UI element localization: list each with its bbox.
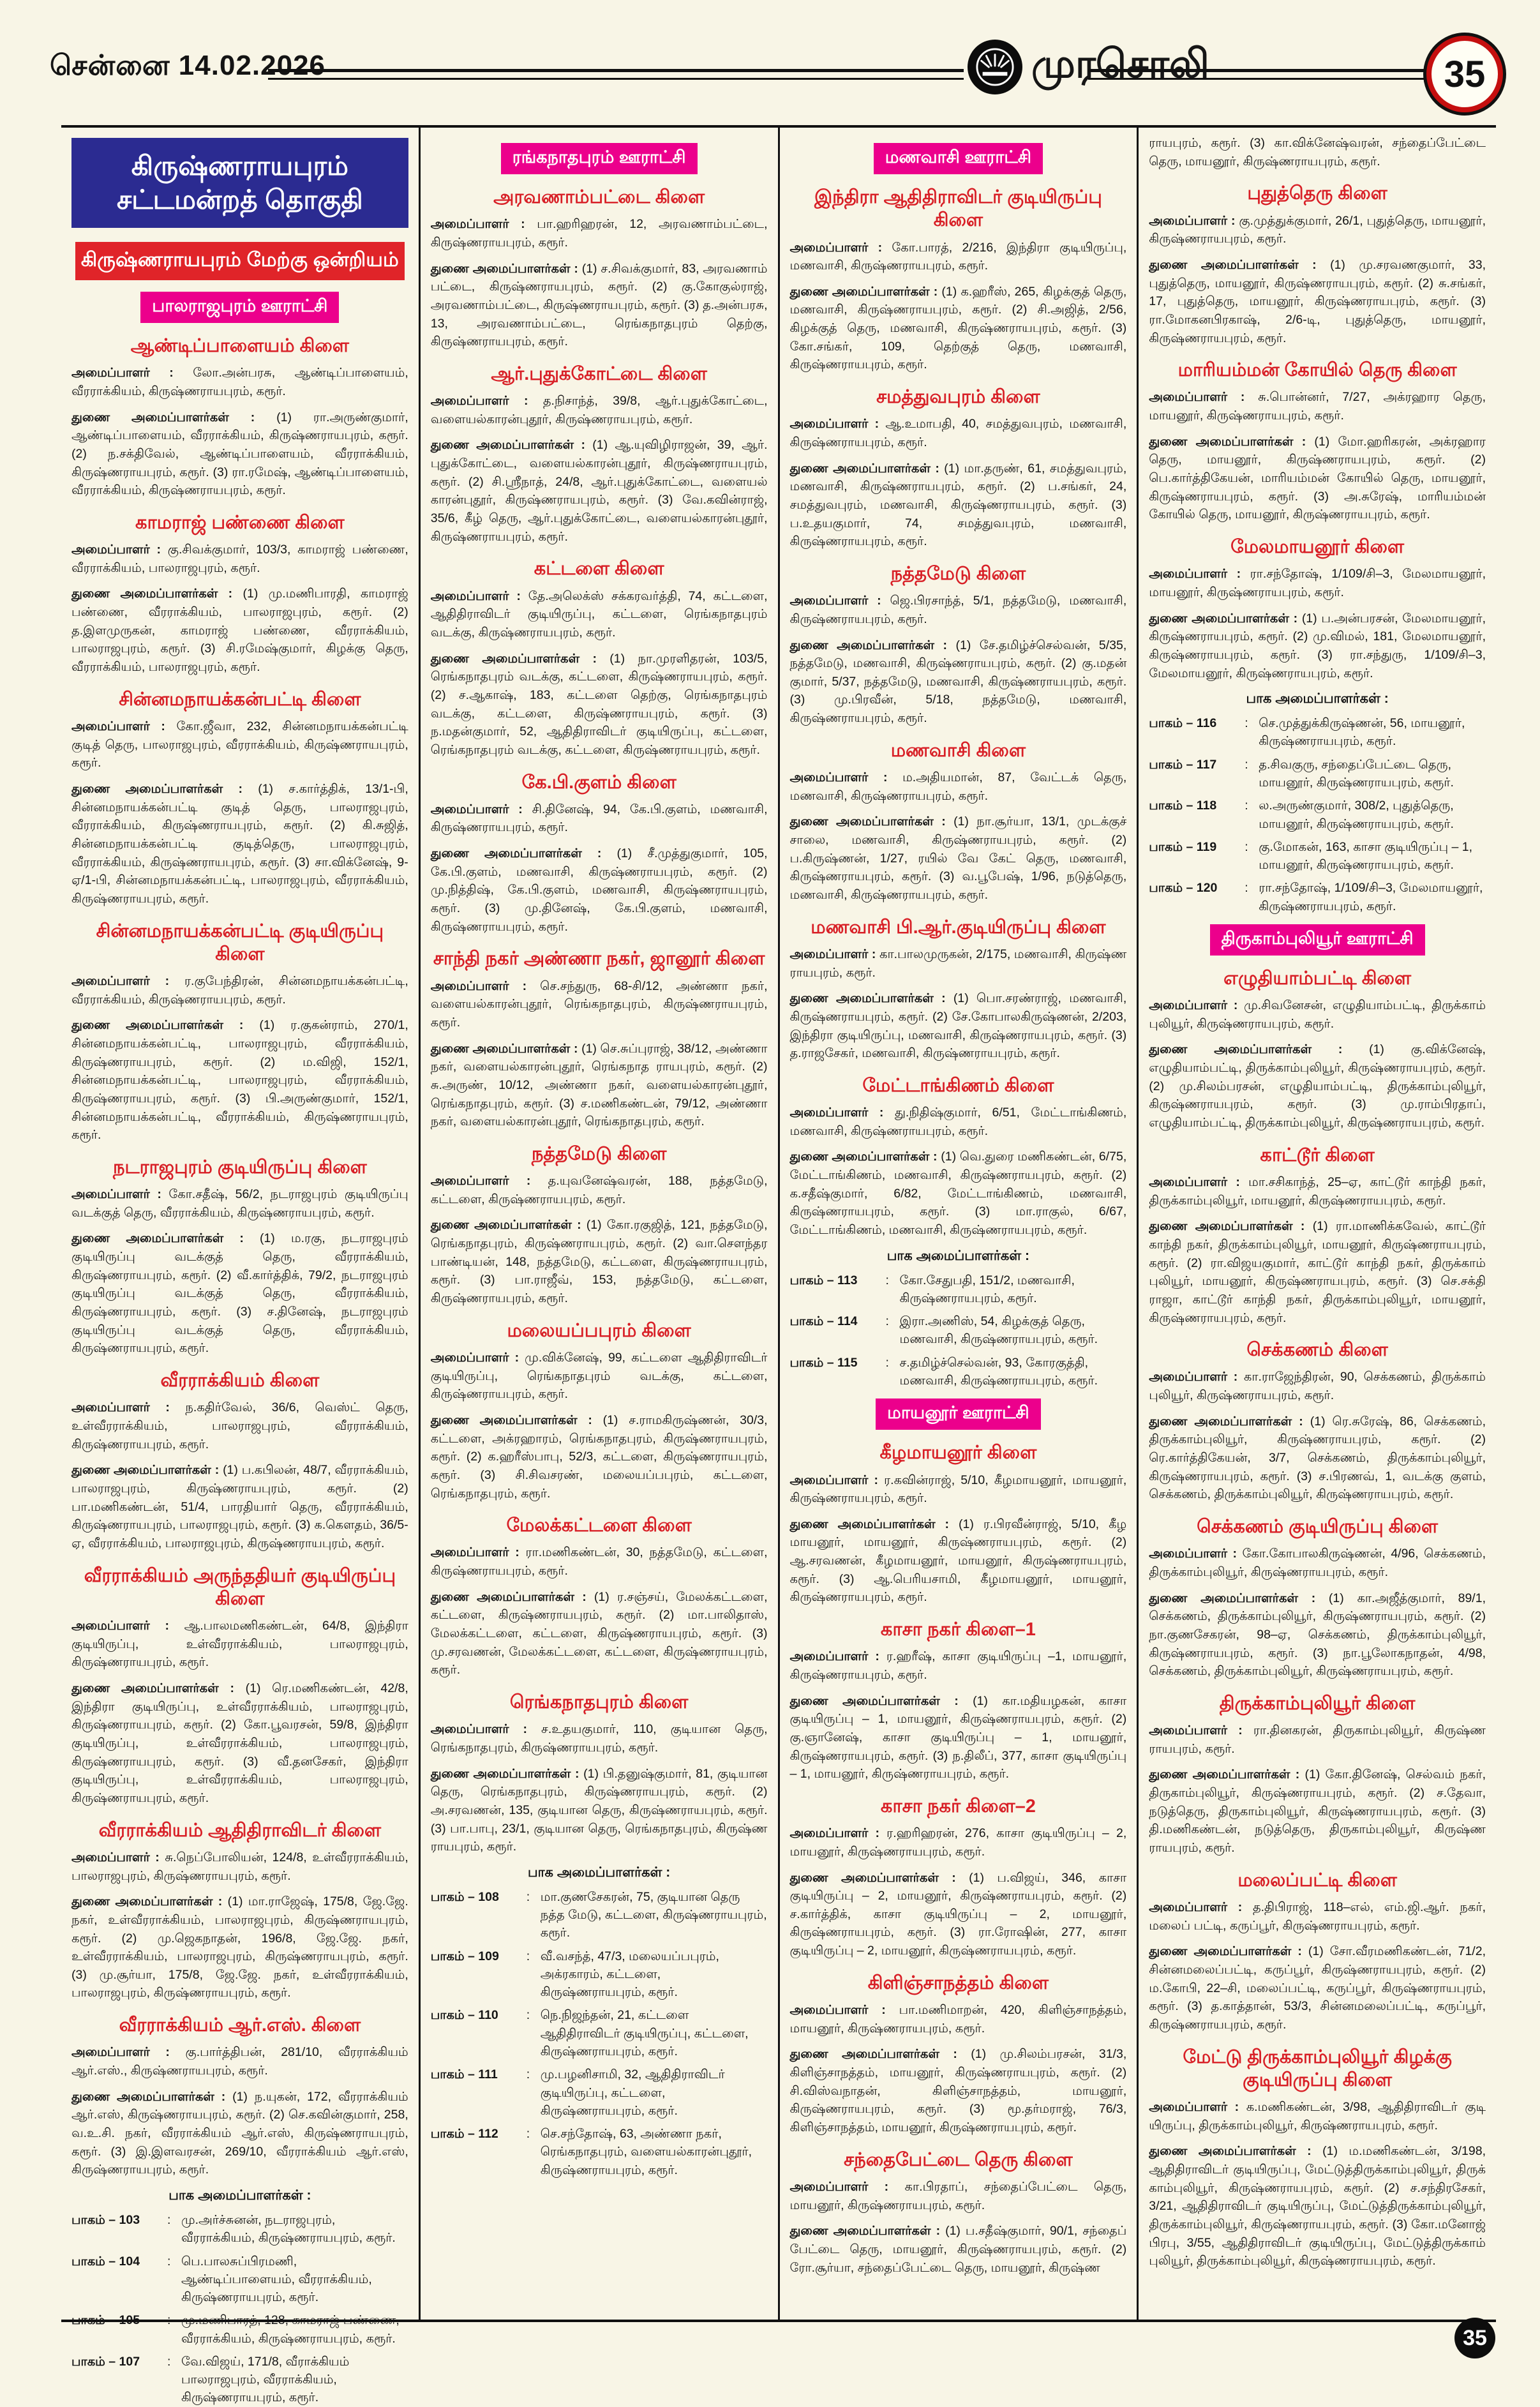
constituency-title: கிருஷ்ணராயபுரம் சட்டமன்றத் தொகுதி [71, 138, 408, 228]
organizer-label: அமைப்பாளர் : [71, 1187, 169, 1202]
deputy-para: துணை அமைப்பாளர்கள் : (1) ரெ.மணிகண்டன், 42/8, இந்திரா குடியிருப்பு, உள்வீரராக்கியம், பாலராஜபுரம், கிருஷ்ணராயபுரம், கரூர். (2) கோ.பூவரசன், 59/8, இந்திரா குடியிருப்பு, உள்வீரராக்கியம், பாலராஜபுரம், கிருஷ்ணராயபுரம், கரூர். (3) வீ.தனசேகர், இந்திரா குடியிருப்பு, உள்வீரராக்கியம், பாலராஜபுரம், கிருஷ்ணராயபுரம், கரூர். [71, 1681, 408, 1805]
branch-heading: வீரராக்கியம் கிளை [160, 1370, 320, 1391]
branch-heading: சாந்தி நகர் அண்ணா நகர், ஜானூர் கிளை [433, 949, 765, 970]
organizer-label: அமைப்பாளர் : [789, 770, 903, 785]
organizer-para: அமைப்பாளர் : கா.பாலமுருகன், 2/175, மணவாசி, கிருஷ்ண ராயபுரம், கரூர். [789, 947, 1127, 980]
part-number: பாகம் – 105 [71, 2313, 140, 2328]
deputy-label: துணை அமைப்பாளர்கள் : [1149, 1767, 1305, 1782]
part-row [1149, 756, 1486, 792]
branch-heading: மலையப்பபுரம் கிளை [507, 1320, 691, 1341]
parts-header: பாக அமைப்பாளர்கள் : [168, 2187, 311, 2203]
organizer-label: அமைப்பாளர் : [71, 543, 168, 557]
organizer-para: அமைப்பாளர் : க.மணிகண்டன், 3/98, ஆதிதிராவிடர் குடி யிருப்பு, திருக்காம்புலியூர், கிருஷ்ணராயபுரம், கரூர். [1149, 2100, 1486, 2133]
organizer-label: அமைப்பாளர் : [789, 594, 890, 608]
branch-heading: திருக்காம்புலியூர் கிளை [1219, 1693, 1416, 1714]
deputy-label: துணை அமைப்பாளர்கள் : [71, 410, 277, 424]
deputy-label: துணை அமைப்பாளர்கள் : [789, 814, 954, 829]
branch-heading: செக்கணம் குடியிருப்பு கிளை [1197, 1517, 1439, 1538]
part-number: பாகம் – 110 [430, 2008, 498, 2023]
deputy-para: துணை அமைப்பாளர்கள் : (1) ஆ.யுவிழிராஜன், 39, ஆர். புதுக்கோட்டை, வளையல்காரன்புதூர், கிருஷ்ணராயபுரம், கரூர். (2) சி.ஸ்ரீநாத், 24/8, ஆர்.புதுக்கோட்டை, வளையல் காரன்புதூர், கிருஷ்ணராயபுரம், கரூர். (3) வே.கவின்ராஜ், 35/6, கீழ் தெரு, ஆர்.புதுக்கோட்டை, வளையல்காரன்புதூர், கிருஷ்ணராயபுரம், கரூர். [430, 438, 768, 544]
constituency-listing-sheet [61, 125, 1496, 2405]
organizer-para: அமைப்பாளர் : ம.அதியமான், 87, வேட்டக் தெரு, மணவாசி, கிருஷ்ணராயபுரம், கரூர். [789, 770, 1127, 803]
deputy-label: துணை அமைப்பாளர்கள் : [1149, 1414, 1310, 1428]
part-colon: : [167, 2354, 171, 2369]
organizer-para: அமைப்பாளர் : கோ.பாரத், 2/216, இந்திரா குடியிருப்பு, மணவாசி, கிருஷ்ணராயபுரம், கரூர். [789, 240, 1127, 273]
panchayat-chip-row [1149, 924, 1486, 956]
part-number: பாகம் – 117 [1149, 757, 1217, 772]
deputy-para: துணை அமைப்பாளர்கள் : (1) நா.முரளிதரன், 103/5, ரெங்கநாதபுரம் வடக்கு, கட்டளை, கிருஷ்ணராயபுரம், கரூர். (2) ச.ஆகாஷ், 183, கட்டளை தெற்கு, ரெங்கநாதபுரம் வடக்கு, கட்டளை, கிருஷ்ணராயபுரம், கரூர். (3) ந.மதன்குமார், 52, ஆதிதிராவிடர் குடியிருப்பு, கட்டளை, ரெங்கநாதபுரம் வடக்கு, கட்டளை, கிருஷ்ணராயபுரம், கரூர். [430, 651, 768, 757]
organizer-label: அமைப்பாளர் : [430, 1350, 525, 1365]
branch-heading: கிளிஞ்சாநத்தம் கிளை [867, 1972, 1049, 1993]
organizer-para: அமைப்பாளர் : ந.கதிர்வேல், 36/6, வெஸ்ட் தெரு, உள்வீரராக்கியம், பாலராஜபுரம், வீரராக்கியம், கிருஷ்ணராயபுரம், கரூர். [71, 1400, 408, 1451]
organizer-label: அமைப்பாளர் : [430, 394, 543, 409]
organizer-para: அமைப்பாளர் : கோ.சதீஷ், 56/2, நடராஜபுரம் குடியிருப்பு வடக்குத் தெரு, வீரராக்கியம், கிருஷ்ணராயபுரம், கரூர். [71, 1187, 408, 1220]
branch-heading: சின்னமநாயக்கன்பட்டி குடியிருப்பு கிளை [96, 920, 384, 964]
part-colon: : [1245, 881, 1248, 896]
branch-heading: மேலக்கட்டளை கிளை [506, 1515, 692, 1536]
deputy-label: துணை அமைப்பாளர்கள் : [71, 2089, 233, 2104]
organizer-para: அமைப்பாளர் : கா.பிரதாப், சந்தைப்பேட்டை தெரு, மாயனூர், கிருஷ்ணராயபுரம், கரூர். [789, 2179, 1127, 2212]
deputy-para: துணை அமைப்பாளர்கள் : (1) நா.சூர்யா, 13/1, முடக்குச் சாலை, மணவாசி, கிருஷ்ணராயபுரம், கரூர். (2) ப.கிருஷ்ணன், 1/27, ரயில் வே கேட் தெரு, மணவாசி, கிருஷ்ணராயபுரம், கரூர். (3) வ.பூபேஷ், 1/96, நடுத்தெரு, மணவாசி, கிருஷ்ணராயபுரம், கரூர். [789, 814, 1127, 902]
deputy-label: துணை அமைப்பாளர்கள் : [430, 846, 617, 861]
part-row [431, 2066, 768, 2120]
deputy-para: துணை அமைப்பாளர்கள் : (1) ர.சஞ்சய், மேலக்கட்டளை, கட்டளை, கிருஷ்ணராயபுரம், கரூர். (2) மா.பாலிதாஸ், மேலக்கட்டளை, கட்டளை, கிருஷ்ணராயபுரம், கரூர். (3) மு.சரவணன், மேலக்கட்டளை, கட்டளை, கிருஷ்ணராயபுரம், கரூர். [430, 1589, 768, 1677]
column-3 [778, 128, 1137, 2320]
organizer-label: அமைப்பாளர் : [71, 719, 177, 733]
organizer-label: அமைப்பாளர் : [1149, 390, 1259, 405]
organizer-para: அமைப்பாளர் : சு.பொன்னர், 7/27, அக்ரஹார தெரு, மாயனூர், கிருஷ்ணராயபுரம், கரூர். [1149, 390, 1486, 423]
deputy-label: துணை அமைப்பாளர்கள் : [71, 1681, 246, 1696]
deputy-label: துணை அமைப்பாளர்கள் : [1149, 1591, 1329, 1605]
part-text: கோ.சேதுபதி, 151/2, மணவாசி, கிருஷ்ணராயபுரம், கரூர். [899, 1273, 1075, 1305]
deputy-label: துணை அமைப்பாளர்கள் : [1149, 2144, 1323, 2159]
deputy-label: துணை அமைப்பாளர்கள் : [789, 991, 953, 1006]
deputy-para: துணை அமைப்பாளர்கள் : (1) ரா.அருண்குமார், ஆண்டிப்பாளையம், வீரராக்கியம், கிருஷ்ணராயபுரம், கரூர். (2) ந.சக்திவேல், ஆண்டிப்பாளையம், வீரராக்கியம், கிருஷ்ணராயபுரம், கரூர். (3) ரா.ரமேஷ், ஆண்டிப்பாளையம், வீரராக்கியம், கிருஷ்ணராயபுரம், கரூர். [71, 410, 408, 498]
page-number-badge: 35 [1426, 36, 1503, 112]
organizer-label: அமைப்பாளர் : [789, 1106, 895, 1120]
deputy-label: துணை அமைப்பாளர்கள் : [71, 587, 243, 601]
deputy-para: துணை அமைப்பாளர்கள் : (1) க.ஹரீஸ், 265, கிழக்குத் தெரு, மணவாசி, கிருஷ்ணராயபுரம், கரூர். (2) சி.அஜித், 2/56, கிழக்குத் தெரு, மணவாசி, கிருஷ்ணராயபுரம், கரூர். (3) கோ.சங்கர், 109, தெற்குத் தெரு, மணவாசி, கிருஷ்ணராயபுரம், கரூர். [789, 284, 1127, 372]
part-row [790, 1354, 1127, 1390]
deputy-para: துணை அமைப்பாளர்கள் : (1) மு.சரவணகுமார், 33, புதுத்தெரு, மாயனூர், கிருஷ்ணராயபுரம், கரூர். (2) சு.சங்கர், 17, புதுத்தெரு, மாயனூர், கிருஷ்ணராயபுரம், கரூர். (3) ரா.மோகனபிரகாஷ், 2/6-டி, புதுத்தெரு, மாயனூர், கிருஷ்ணராயபுரம், கரூர். [1149, 257, 1486, 345]
organizer-label: அமைப்பாளர் : [1149, 1174, 1249, 1189]
part-number: பாகம் – 107 [71, 2354, 140, 2369]
deputy-para: துணை அமைப்பாளர்கள் : (1) ந.யுகன், 172, வீரராக்கியம் ஆர்.எஸ், கிருஷ்ணராயபுரம், கரூர். (2) செ.கவின்குமார், 258, வ.உ.சி. நகர், வீரராக்கியம் ஆர்.எஸ், கிருஷ்ணராயபுரம், கரூர். (3) இ.இளவரசன், 269/10, வீரராக்கியம் ஆர்.எஸ், கிருஷ்ணராயபுரம், கரூர். [71, 2089, 408, 2177]
part-text: மு.அர்ச்சுனன், நடராஜபுரம், வீரராக்கியம், கிருஷ்ணராயபுரம், கரூர். [181, 2212, 396, 2246]
part-number: பாகம் – 113 [789, 1273, 858, 1287]
organizer-para: அமைப்பாளர் : மு.விக்னேஷ், 99, கட்டளை ஆதிதிராவிடர் குடியிருப்பு, ரெங்கநாதபுரம் வடக்கு, கட்டளை, கிருஷ்ணராயபுரம், கரூர். [430, 1350, 768, 1402]
deputy-para: துணை அமைப்பாளர்கள் : (1) மு.சிலம்பரசன், 31/3, கிளிஞ்சாநத்தம், மாயனூர், கிருஷ்ணராயபுரம், கரூர். (2) சி.விஸ்வநாதன், கிளிஞ்சாநத்தம், மாயனூர், கிருஷ்ணராயபுரம், கரூர். (3) மூ.தர்மராஜ், 76/3, கிளிஞ்சாநத்தம், மாயனூர், கிருஷ்ணராயபுரம், கரூர். [789, 2047, 1127, 2134]
organizer-label: அமைப்பாளர் : [1149, 998, 1245, 1013]
panchayat-chip-row [790, 1398, 1127, 1430]
panchayat-chip: திருகாம்புலியூர் ஊராட்சி [1210, 924, 1425, 956]
organizer-label: அமைப்பாளர் : [789, 1473, 885, 1487]
organizer-para: அமைப்பாளர் : சி.தினேஷ், 94, கே.பி.குளம், மணவாசி, கிருஷ்ணராயபுரம், கரூர். [430, 802, 768, 835]
part-colon: : [167, 2212, 171, 2227]
part-row [431, 2006, 768, 2060]
part-colon: : [885, 1355, 889, 1370]
organizer-para: அமைப்பாளர் : தே.அலெக்ஸ் சக்கரவர்த்தி, 74, கட்டளை, ஆதிதிராவிடர் குடியிருப்பு, கட்டளை, ரெங்கநாதபுரம் வடக்கு, கிருஷ்ணராயபுரம், கரூர். [430, 589, 768, 640]
part-row [71, 2311, 408, 2348]
part-number: பாகம் – 115 [789, 1355, 858, 1370]
branch-heading: நடராஜபுரம் குடியிருப்பு கிளை [112, 1157, 367, 1178]
deputy-label: துணை அமைப்பாளர்கள் : [789, 284, 942, 299]
panchayat-chip-row [790, 143, 1127, 174]
branch-heading: காட்டூர் கிளை [1260, 1144, 1375, 1166]
part-text: நெ.நிஜந்தன், 21, கட்டளை ஆதிதிராவிடர் குடியிருப்பு, கட்டளை, கிருஷ்ணராயபுரம், கரூர். [540, 2008, 749, 2058]
organizer-para: அமைப்பாளர் : த.திபிராஜ், 118–எல், எம்.ஜி.ஆர். நகர், மலைப் பட்டி, கருப்பூர், கிருஷ்ணராயபுரம், கரூர். [1149, 1900, 1486, 1933]
deputy-label: துணை அமைப்பாளர்கள் : [71, 1018, 260, 1033]
branch-heading: மலைப்பட்டி கிளை [1237, 1870, 1397, 1891]
part-number: பாகம் – 109 [430, 1949, 499, 1963]
branch-heading: சந்தைபேட்டை தெரு கிளை [844, 2149, 1073, 2170]
deputy-para: துணை அமைப்பாளர்கள் : (1) ப.விஜய், 346, காசா குடியிருப்பு – 2, மாயனூர், கிருஷ்ணராயபுரம், கரூர். (2) ச.கார்த்திக், காசா குடியிருப்பு – 2, மாயனூர், கிருஷ்ணராயபுரம், கரூர். (3) ரா.ரோஷின், 277, காசா குடியிருப்பு – 2, மாயனூர், கிருஷ்ணராயபுரம், கரூர். [789, 1870, 1127, 1958]
deputy-para: துணை அமைப்பாளர்கள் : (1) ச.சிவக்குமார், 83, அரவணாம் பட்டை, கிருஷ்ணராயபுரம், கரூர். (2) கு.கோகுல்ராஜ், அரவணாம்பட்டை, கிருஷ்ணராயபுரம், கரூர். (3) த.அன்பரசு, 13, அரவணாம்பட்டை, ரெங்கநாதபுரம் தெற்கு, கிருஷ்ணராயபுரம், கரூர். [430, 261, 768, 349]
branch-heading: சின்னமநாயக்கன்பட்டி கிளை [119, 689, 361, 710]
masthead [0, 0, 1540, 128]
part-row [71, 2253, 408, 2307]
organizer-label: அமைப்பாளர் : [789, 2179, 905, 2194]
deputy-para: துணை அமைப்பாளர்கள் : (1) மு.மணிபாரதி, காமராஜ் பண்ணை, வீரராக்கியம், பாலராஜபுரம், கரூர். (2) த.இளமுருகன், காமராஜ் பண்ணை, வீரராக்கியம், பாலராஜபுரம், கரூர். (3) சி.ரமேஷ்குமார், கிழக்கு தெரு, வீரராக்கியம், பாலராஜபுரம், கரூர். [71, 587, 408, 675]
part-text: பெ.பாலசுப்பிரமணி, ஆண்டிப்பாளையம், வீரராக்கியம், கிருஷ்ணராயபுரம், கரூர். [181, 2254, 372, 2305]
organizer-label: அமைப்பாளர் : [789, 417, 886, 431]
organizer-label: அமைப்பாளர் : [789, 1826, 887, 1841]
branch-heading: மணவாசி கிளை [890, 740, 1026, 761]
part-colon: : [167, 2254, 171, 2268]
branch-heading: அரவணாம்பட்டை கிளை [493, 187, 705, 207]
organizer-para: அமைப்பாளர் : கு.முத்துக்குமார், 26/1, புதுத்தெரு, மாயனூர், கிருஷ்ணராயபுரம், கரூர். [1149, 213, 1486, 246]
organizer-para: அமைப்பாளர் : கு.சிவக்குமார், 103/3, காமராஜ் பண்ணை, வீரராக்கியம், பாலராஜபுரம், கரூர். [71, 543, 408, 575]
deputy-label: துணை அமைப்பாளர்கள் : [430, 651, 610, 666]
part-text: மா.குணசேகரன், 75, குடியான தெரு நத்த மேடு, கட்டளை, கிருஷ்ணராயபுரம், கரூர். [540, 1889, 767, 1940]
part-row [1149, 714, 1486, 751]
deputy-label: துணை அமைப்பாளர்கள் : [1149, 257, 1331, 272]
organizer-label: அமைப்பாளர் : [1149, 213, 1239, 228]
organizer-label: அமைப்பாளர் : [1149, 1723, 1253, 1738]
panchayat-chip: மாயனூர் ஊராட்சி [876, 1398, 1040, 1430]
deputy-para: துணை அமைப்பாளர்கள் : (1) ப.சதீஷ்குமார், 90/1, சந்தைப் பேட்டை தெரு, மாயனூர், கிருஷ்ணராயபுரம், கரூர். (2) ரோ.சூர்யா, சந்தைப்பேட்டை தெரு, மாயனூர், கிருஷ்ண [789, 2224, 1127, 2275]
deputy-label: துணை அமைப்பாளர்கள் : [1149, 611, 1302, 626]
part-number: பாகம் – 111 [430, 2067, 498, 2082]
panchayat-chip-row [71, 292, 408, 323]
part-colon: : [885, 1273, 889, 1287]
parts-header: பாக அமைப்பாளர்கள் : [527, 1864, 671, 1880]
organizer-para: அமைப்பாளர் : ர.ஹரீஷ், காசா குடியிருப்பு –1, மாயனூர், கிருஷ்ணராயபுரம், கரூர். [789, 1649, 1127, 1682]
deputy-para: துணை அமைப்பாளர்கள் : (1) ரா.மாணிக்கவேல், காட்டூர் காந்தி நகர், திருக்காம்புலியூர், மாயனூர், கிருஷ்ணராயபுரம், கரூர். (2) ரா.விஜயகுமார், காட்டூர் காந்தி நகர், திருக்காம் புலியூர், மாயனூர், கிருஷ்ணராயபுரம், கரூர். (3) செ.சக்தி ராஜா, காட்டூர் காந்தி நகர், திருக்காம்புலியூர், மாயனூர், கிருஷ்ணராயபுரம், கரூர். [1149, 1219, 1486, 1325]
organizer-para: அமைப்பாளர் : பா.ஹரிஹரன், 12, அரவணாம்பட்டை, கிருஷ்ணராயபுரம், கரூர். [430, 217, 768, 250]
part-number: பாகம் – 112 [430, 2127, 498, 2141]
organizer-para: அமைப்பாளர் : ஆ.உமாபதி, 40, சமத்துவபுரம், மணவாசி, கிருஷ்ணராயபுரம், கரூர். [789, 417, 1127, 449]
organizer-label: அமைப்பாளர் : [71, 366, 193, 380]
deputy-para: துணை அமைப்பாளர்கள் : (1) கு.விக்னேஷ், எழுதியாம்பட்டி, திருக்காம்புலியூர், கிருஷ்ணராயபுரம், கரூர். (2) மு.சிலம்பரசன், எழுதியாம்பட்டி, திருக்காம்புலியூர், கிருஷ்ணராயபுரம், கரூர். (3) மு.ராம்பிரதாப், எழுதியாம்பட்டி, திருக்காம்புலியூர், கிருஷ்ணராயபுரம், கரூர். [1149, 1042, 1486, 1130]
part-colon: : [1245, 799, 1248, 813]
part-text: கு.மோகன், 163, காசா குடியிருப்பு – 1, மாயனூர், கிருஷ்ணராயபுரம், கரூர். [1259, 839, 1473, 873]
organizer-label: அமைப்பாளர் : [430, 802, 532, 816]
part-number: பாகம் – 104 [71, 2254, 140, 2268]
column-4 [1137, 128, 1496, 2320]
deputy-para: துணை அமைப்பாளர்கள் : (1) பொ.சரண்ராஜ், மணவாசி, கிருஷ்ணராயபுரம், கரூர். (2) சே.கோபாலகிருஷ்ணன், 2/203, இந்திரா குடியிருப்பு, மணவாசி, கிருஷ்ணராயபுரம், கரூர். (3) த.ராஜசேகர், மணவாசி, கிருஷ்ணராயபுரம், கரூர். [789, 991, 1127, 1061]
deputy-para: துணை அமைப்பாளர்கள் : (1) ம.மணிகண்டன், 3/198, ஆதிதிராவிடர் குடியிருப்பு, மேட்டுத்திருக்காம்புலியூர், திருக் காம்புலியூர், கிருஷ்ணராயபுரம், கரூர். (2) ச.சந்திரசேகர், 3/21, ஆதிதிராவிடர் குடியிருப்பு, மேட்டுத்திருக்காம்புலியூர், திருக்காம்புலியூர், கிருஷ்ணராயபுரம், கரூர். (3) கோ.மனோஜ் பிரபு, 3/55, ஆதிதிராவிடர் குடியிருப்பு, மேட்டுத்திருக்காம் புலியூர், திருக்காம்புலியூர், கிருஷ்ணராயபுரம், கரூர். [1149, 2144, 1486, 2268]
branch-heading: காமராஜ் பண்ணை கிளை [135, 512, 345, 533]
organizer-label: அமைப்பாளர் : [430, 979, 541, 993]
murasoli-rising-sun-logo-icon [968, 40, 1022, 94]
deputy-para: துணை அமைப்பாளர்கள் : (1) மோ.ஹரிகரன், அக்ரஹார தெரு, மாயனூர், கிருஷ்ணராயபுரம், கரூர். (2) பெ.கார்த்திகேயன், மாரியம்மன் கோயில் தெரு, மாயனூர், கிருஷ்ணராயபுரம், கரூர். (3) அ.சுரேஷ், மாரியம்மன் கோயில் தெரு, மாயனூர், கிருஷ்ணராயபுரம், கரூர். [1149, 434, 1486, 522]
paper-name: முரசொலி [1031, 42, 1209, 86]
part-text: மு.மணிபாரத், 128, காமராஜ் பண்ணை, வீரராக்கியம், கிருஷ்ணராயபுரம், கரூர். [181, 2313, 400, 2346]
part-colon: : [885, 1314, 889, 1329]
branch-heading: காசா நகர் கிளை–1 [880, 1619, 1036, 1640]
deputy-para: துணை அமைப்பாளர்கள் : (1) மா.தருண், 61, சமத்துவபுரம், மணவாசி, கிருஷ்ணராயபுரம், கரூர். (2) ப.சங்கர், 24, சமத்துவபுரம், மணவாசி, கிருஷ்ணராயபுரம், கரூர். (3) ப.உதயகுமார், 74, சமத்துவபுரம், மணவாசி, கிருஷ்ணராயபுரம், கரூர். [789, 461, 1127, 549]
organizer-para: அமைப்பாளர் : த.நிசாந்த், 39/8, ஆர்.புதுக்கோட்டை, வளையல்காரன்புதூர், கிருஷ்ணராயபுரம், கரூர். [430, 394, 768, 426]
part-text: இரா.அணிஸ், 54, கிழக்குத் தெரு, மணவாசி, கிருஷ்ணராயபுரம், கரூர். [899, 1314, 1098, 1347]
branch-heading: ஆண்டிப்பாளையம் கிளை [130, 336, 349, 356]
deputy-label: துணை அமைப்பாளர்கள் : [430, 1218, 587, 1233]
union-heading: கிருஷ்ணராயபுரம் மேற்கு ஒன்றியம் [75, 242, 405, 280]
organizer-para: அமைப்பாளர் : லோ.அன்பரசு, ஆண்டிப்பாளையம், வீரராக்கியம், கிருஷ்ணராயபுரம், கரூர். [71, 366, 408, 398]
organizer-para: அமைப்பாளர் : ரா.தினகரன், திருகாம்புலியூர், கிருஷ்ண ராயபுரம், கரூர். [1149, 1723, 1486, 1756]
organizer-para: அமைப்பாளர் : ரா.மணிகண்டன், 30, நத்தமேடு, கட்டளை, கிருஷ்ணராயபுரம், கரூர். [430, 1545, 768, 1578]
organizer-para: அமைப்பாளர் : ர.கவின்ராஜ், 5/10, கீழமாயனூர், மாயனூர், கிருஷ்ணராயபுரம், கரூர். [789, 1473, 1127, 1506]
deputy-label: துணை அமைப்பாளர்கள் : [789, 2224, 946, 2238]
part-colon: : [1245, 716, 1248, 731]
deputy-para: துணை அமைப்பாளர்கள் : (1) சோ.வீரமணிகண்டன், 71/2, சின்னமலைப்பட்டி, கருப்பூர், கிருஷ்ணராயபுரம், கரூர். (2) ம.கோபி, 22–சி, மலைப்பட்டி, கருப்பூர், கிருஷ்ணராயபுரம், கரூர். (3) த.காத்தான், 53/3, சின்னமலைப்பட்டி, கருப்பூர், கிருஷ்ணராயபுரம், கரூர். [1149, 1944, 1486, 2032]
organizer-label: அமைப்பாளர் : [71, 1619, 184, 1633]
deputy-para: துணை அமைப்பாளர்கள் : (1) சீ.முத்துகுமார், 105, கே.பி.குளம், மணவாசி, கிருஷ்ணராயபுரம், கரூர். (2) மு.நித்திஷ், கே.பி.குளம், மணவாசி, கிருஷ்ணராயபுரம், கரூர். (3) மு.தினேஷ், கே.பி.குளம், மணவாசி, கிருஷ்ணராயபுரம், கரூர். [430, 846, 768, 934]
column-1 [61, 128, 419, 2405]
deputy-para: துணை அமைப்பாளர்கள் : (1) ரெ.சுரேஷ், 86, செக்கணம், திருக்காம்புலியூர், கிருஷ்ணராயபுரம், கரூர். (2) ரெ.கார்த்திகேயன், 3/7, செக்கணம், திருக்காம்புலியூர், கிருஷ்ணராயபுரம், கரூர். (3) ச.பிரணவ், 1, வடக்கு குளம், செக்கணம், திருக்காம்புலியூர், கிருஷ்ணராயபுரம், கரூர். [1149, 1414, 1486, 1502]
footer-page-number-badge: 35 [1454, 2318, 1495, 2358]
organizer-para: அமைப்பாளர் : து.நிதிஷ்குமார், 6/51, மேட்டாங்கிணம், மணவாசி, கிருஷ்ணராயபுரம், கரூர். [789, 1106, 1127, 1138]
deputy-label: துணை அமைப்பாளர்கள் : [1149, 1219, 1313, 1234]
deputy-para: துணை அமைப்பாளர்கள் : (1) ச.ராமகிருஷ்ணன், 30/3, கட்டளை, அக்ரஹாரம், ரெங்கநாதபுரம், கிருஷ்ணராயபுரம், கரூர். (2) க.ஹரீஸ்பாபு, 52/3, கட்டளை, கிருஷ்ணராயபுரம், கரூர். (3) சி.சிவசரண், மலையப்பபுரம், கட்டளை, ரெங்கநாதபுரம், கரூர். [430, 1413, 768, 1501]
part-colon: : [167, 2313, 171, 2328]
organizer-para: அமைப்பாளர் : செ.சந்துரு, 68-சி/12, அண்ணா நகர், வளையல்காரன்புதூர், ரெங்கநாதபுரம், கிருஷ்ணராயபுரம், கரூர். [430, 979, 768, 1030]
branch-heading: எழுதியாம்பட்டி கிளை [1223, 968, 1412, 989]
deputy-label: துணை அமைப்பாளர்கள் : [789, 1870, 969, 1885]
branch-heading: கே.பி.குளம் கிளை [521, 772, 677, 793]
organizer-para: அமைப்பாளர் : ஆ.பாலமணிகண்டன், 64/8, இந்திரா குடியிருப்பு, உள்வீரராக்கியம், பாலராஜபுரம், கிருஷ்ணராயபுரம், கரூர். [71, 1619, 408, 1670]
part-colon: : [1245, 757, 1248, 772]
deputy-label: துணை அமைப்பாளர்கள் : [1149, 1944, 1308, 1959]
organizer-label: அமைப்பாளர் : [430, 1722, 542, 1737]
branch-heading: வீரராக்கியம் ஆதிதிராவிடர் கிளை [98, 1820, 382, 1841]
part-row [431, 1888, 768, 1942]
part-number: பாகம் – 119 [1149, 839, 1217, 854]
organizer-para: அமைப்பாளர் : த.யுவனேஷ்வரன், 188, நத்தமேடு, கட்டளை, கிருஷ்ணராயபுரம், கரூர். [430, 1174, 768, 1206]
part-row [790, 1312, 1127, 1349]
masthead-rule-right [1088, 69, 1471, 80]
deputy-para: துணை அமைப்பாளர்கள் : (1) மா.ராஜேஷ், 175/8, ஜே.ஜே. நகர், உள்வீரராக்கியம், பாலராஜபுரம், கிருஷ்ணராயபுரம், கரூர். (2) மு.ஜெகநாதன், 196/8, ஜே.ஜே. நகர், உள்வீரராக்கியம், பாலராஜபுரம், கிருஷ்ணராயபுரம், கரூர். (3) மு.சூர்யா, 175/8, ஜே.ஜே. நகர், உள்வீரராக்கியம், பாலராஜபுரம், கிருஷ்ணராயபுரம், கரூர். [71, 1894, 408, 2000]
part-row [71, 2211, 408, 2247]
part-colon: : [526, 1889, 530, 1904]
branch-heading: வீரராக்கியம் ஆர்.எஸ். கிளை [119, 2015, 361, 2036]
deputy-label: துணை அமைப்பாளர்கள் : [1149, 434, 1315, 449]
organizer-para: அமைப்பாளர் : ர.குபேந்திரன், சின்னமநாயக்கன்பட்டி, வீரராக்கியம், கிருஷ்ணராயபுரம், கரூர். [71, 974, 408, 1007]
branch-heading: வீரராக்கியம் அருந்ததியர் குடியிருப்பு கிளை [84, 1565, 396, 1609]
part-colon: : [526, 2127, 530, 2141]
deputy-label: துணை அமைப்பாளர்கள் : [71, 1231, 260, 1246]
part-colon: : [526, 2067, 530, 2082]
deputy-label: துணை அமைப்பாளர்கள் : [430, 1041, 582, 1056]
part-text: ச.தமிழ்ச்செல்வன், 93, கோரகுத்தி, மணவாசி, கிருஷ்ணராயபுரம், கரூர். [899, 1355, 1098, 1388]
deputy-label: துணை அமைப்பாளர்கள் : [71, 1894, 228, 1909]
part-text: ரா.சந்தோஷ், 1/109/சி–3, மேலமாயனூர், கிருஷ்ணராயபுரம், கரூர். [1259, 881, 1483, 913]
organizer-label: அமைப்பாளர் : [71, 2045, 186, 2060]
branch-heading: மேட்டு திருக்காம்புலியூர் கிழக்கு குடியிருப்பு கிளை [1183, 2046, 1452, 2090]
branch-heading: காசா நகர் கிளை–2 [880, 1796, 1036, 1817]
deputy-label: துணை அமைப்பாளர்கள் : [1149, 1042, 1370, 1057]
deputy-para: துணை அமைப்பாளர்கள் : (1) செ.சுப்புராஜ், 38/12, அண்ணா நகர், வளையல்காரன்புதூர், ரெங்கநாத ராயபுரம், கரூர். (2) சு.அருண், 10/12, அண்ணா நகர், வளையல்காரன்புதூர், ரெங்கநாதபுரம், கரூர். (3) ச.மணிகண்டன், 79/12, அண்ணா நகர், வளையல்காரன்புதூர், ரெங்கநாதபுரம், கரூர். [430, 1041, 768, 1129]
organizer-para: அமைப்பாளர் : ஜெ.பிரசாந்த், 5/1, நத்தமேடு, மணவாசி, கிருஷ்ணராயபுரம், கரூர். [789, 594, 1127, 626]
part-number: பாகம் – 103 [71, 2212, 140, 2227]
deputy-para: துணை அமைப்பாளர்கள் : (1) பி.தனுஷ்குமார், 81, குடியான தெரு, ரெங்கநாதபுரம், கிருஷ்ணராயபுரம், கரூர். (2) அ.சரவணன், 135, குடியான தெரு, கிருஷ்ணராயபுரம், கரூர். (3) பா.பாபு, 23/1, குடியான தெரு, ரெங்கநாதபுரம், கிருஷ்ண ராயபுரம், கரூர். [430, 1766, 768, 1854]
masthead-logo-wrap [968, 40, 1209, 94]
column-2 [419, 128, 778, 2320]
part-row [1149, 838, 1486, 874]
deputy-label: துணை அமைப்பாளர்கள் : [430, 1413, 603, 1427]
parts-header: பாக அமைப்பாளர்கள் : [1246, 691, 1389, 707]
deputy-label: துணை அமைப்பாளர்கள் : [71, 1463, 223, 1478]
branch-heading: சமத்துவபுரம் கிளை [876, 387, 1040, 408]
organizer-label: அமைப்பாளர் : [1149, 1370, 1244, 1384]
deputy-label: துணை அமைப்பாளர்கள் : [789, 2047, 971, 2062]
branch-heading: ரெங்கநாதபுரம் கிளை [509, 1692, 689, 1713]
masthead-rule-left [268, 69, 964, 80]
part-number: பாகம் – 108 [430, 1889, 499, 1904]
organizer-label: அமைப்பாளர் : [1149, 567, 1250, 581]
branch-heading: இந்திரா ஆதிதிராவிடர் குடியிருப்பு கிளை [814, 187, 1102, 231]
organizer-para: அமைப்பாளர் : சு.நெப்போலியன், 124/8, உள்வீரராக்கியம், பாலராஜபுரம், கிருஷ்ணராயபுரம், கரூர். [71, 1850, 408, 1883]
organizer-para: அமைப்பாளர் : கா.ராஜேந்திரன், 90, செக்கணம், திருக்காம் புலியூர், கிருஷ்ணராயபுரம், கரூர். [1149, 1370, 1486, 1403]
deputy-label: துணை அமைப்பாளர்கள் : [430, 438, 593, 453]
deputy-para: துணை அமைப்பாளர்கள் : (1) ம.ரகு, நடராஜபுரம் குடியிருப்பு வடக்குத் தெரு, வீரராக்கியம், கிருஷ்ணராயபுரம், கரூர். (2) வீ.கார்த்திக், 79/2, நடராஜபுரம் குடியிருப்பு வடக்குத் தெரு, வீரராக்கியம், கிருஷ்ணராயபுரம், கரூர். (3) ச.தினேஷ், நடராஜபுரம் குடியிருப்பு வடக்குத் தெரு, வீரராக்கியம், கிருஷ்ணராயபுரம், கரூர். [71, 1231, 408, 1356]
deputy-para: துணை அமைப்பாளர்கள் : (1) ப.கபிலன், 48/7, வீரராக்கியம், பாலராஜபுரம், கிருஷ்ணராயபுரம், கரூர். (2) பா.மணிகண்டன், 51/4, பாரதியார் தெரு, வீரராக்கியம், கிருஷ்ணராயபுரம், பாலராஜபுரம், கரூர். (3) க.கௌதம், 36/5-ஏ, வீரராக்கியம், பாலராஜபுரம், கிருஷ்ணராயபுரம், கரூர். [71, 1463, 408, 1550]
part-number: பாகம் – 114 [789, 1314, 858, 1329]
panchayat-chip: பாலராஜபுரம் ஊராட்சி [140, 292, 339, 323]
part-row [1149, 879, 1486, 915]
part-colon: : [526, 1949, 530, 1963]
part-text: வீ.வசந்த், 47/3, மலையப்பபுரம், அக்ரகாரம், கட்டளை, கிருஷ்ணராயபுரம், கரூர். [540, 1949, 719, 2000]
organizer-label: அமைப்பாளர் : [789, 240, 892, 255]
deputy-para: துணை அமைப்பாளர்கள் : (1) கோ.ரகுஜித், 121, நத்தமேடு, ரெங்கநாதபுரம், கிருஷ்ணராயபுரம், கரூர். (2) வா.சௌந்தர பாண்டியன், 148, நத்தமேடு, கட்டளை, கிருஷ்ணராயபுரம், கரூர். (3) பா.ராஜீவ், 153, நத்தமேடு, கட்டளை, கிருஷ்ணராயபுரம், கரூர். [430, 1218, 768, 1306]
deputy-label: துணை அமைப்பாளர்கள் : [789, 638, 956, 652]
deputy-label: துணை அமைப்பாளர்கள் : [430, 1766, 584, 1781]
branch-heading: மாரியம்மன் கோயில் தெரு கிளை [1177, 360, 1457, 381]
organizer-para: அமைப்பாளர் : கோ.கோபாலகிருஷ்ணன், 4/96, செக்கணம், திருக்காம்புலியூர், கிருஷ்ணராயபுரம், கரூர். [1149, 1547, 1486, 1579]
organizer-label: அமைப்பாளர் : [789, 947, 880, 961]
deputy-para: துணை அமைப்பாளர்கள் : (1) கா.அஜீத்குமார், 89/1, செக்கணம், திருக்காம்புலியூர், கிருஷ்ணராயபுரம், கரூர். (2) நா.குணசேகரன், 98–ஏ, செக்கணம், திருக்காம்புலியூர், கிருஷ்ணராயபுரம், கரூர். (3) நா.பூலோகநாதன், 4/98, செக்கணம், திருக்காம்புலியூர், கிருஷ்ணராயபுரம், கரூர். [1149, 1591, 1486, 1679]
part-row [71, 2353, 408, 2407]
panchayat-chip: மணவாசி ஊராட்சி [874, 143, 1043, 174]
branch-heading: ஆர்.புதுக்கோட்டை கிளை [491, 363, 707, 384]
branch-heading: கட்டளை கிளை [534, 559, 664, 580]
deputy-label: துணை அமைப்பாளர்கள் : [789, 1150, 941, 1164]
panchayat-chip-row [431, 143, 768, 174]
deputy-para: துணை அமைப்பாளர்கள் : (1) ர.குகன்ராம், 270/1, சின்னமநாயக்கன்பட்டி, பாலராஜபுரம், வீரராக்கியம், கிருஷ்ணராயபுரம், கரூர். (2) ம.விஜி, 152/1, சின்னமநாயக்கன்பட்டி, பாலராஜபுரம், வீரராக்கியம், கிருஷ்ணராயபுரம், கரூர். (3) பி.அருண்குமார், 152/1, சின்னமநாயக்கன்பட்டி, வீரராக்கியம், கிருஷ்ணராயபுரம், கரூர். [71, 1018, 408, 1143]
part-number: பாகம் – 120 [1149, 881, 1218, 896]
part-number: பாகம் – 118 [1149, 799, 1217, 813]
branch-heading: செக்கணம் கிளை [1246, 1340, 1388, 1361]
organizer-label: அமைப்பாளர் : [71, 1850, 165, 1864]
part-colon: : [1245, 839, 1248, 854]
deputy-para: துணை அமைப்பாளர்கள் : (1) சே.தமிழ்ச்செல்வன், 5/35, நத்தமேடு, மணவாசி, கிருஷ்ணராயபுரம், கரூர். (2) கு.மதன் குமார், 5/37, நத்தமேடு, மணவாசி, கிருஷ்ணராயபுரம், கரூர். (3) மு.பிரவீன், 5/18, நத்தமேடு, மணவாசி, கிருஷ்ணராயபுரம், கரூர். [789, 638, 1127, 726]
part-row [1149, 797, 1486, 833]
organizer-label: அமைப்பாளர் : [789, 2003, 899, 2018]
branch-heading: புதுத்தெரு கிளை [1247, 183, 1387, 204]
organizer-label: அமைப்பாளர் : [430, 1545, 526, 1560]
organizer-para: அமைப்பாளர் : ச.உதயகுமார், 110, குடியான தெரு, ரெங்கநாதபுரம், கிருஷ்ணராயபுரம், கரூர். [430, 1722, 768, 1755]
organizer-para: அமைப்பாளர் : மு.சிவனேசன், எழுதியாம்பட்டி, திருக்காம் புலியூர், கிருஷ்ணராயபுரம், கரூர். [1149, 998, 1486, 1031]
deputy-label: துணை அமைப்பாளர்கள் : [789, 1517, 959, 1531]
part-text: ல.அருண்குமார், 308/2, புதுத்தெரு, மாயனூர், கிருஷ்ணராயபுரம், கரூர். [1259, 799, 1454, 831]
deputy-para: துணை அமைப்பாளர்கள் : (1) ர.பிரவீன்ராஜ், 5/10, கீழ மாயனூர், மாயனூர், கிருஷ்ணராயபுரம், கரூர். (2) ஆ.சரவணன், கீழமாயனூர், மாயனூர், கிருஷ்ணராயபுரம், கரூர். (3) ஆ.பெரியசாமி, கீழமாயனூர், மாயனூர், கிருஷ்ணராயபுரம், கரூர். [789, 1517, 1127, 1605]
organizer-para: அமைப்பாளர் : கு.பார்த்திபன், 281/10, வீரராக்கியம் ஆர்.எஸ்., கிருஷ்ணராயபுரம், கரூர். [71, 2045, 408, 2078]
part-text: செ.முத்துக்கிருஷ்ணன், 56, மாயனூர், கிருஷ்ணராயபுரம், கரூர். [1259, 716, 1465, 749]
organizer-label: அமைப்பாளர் : [1149, 1547, 1243, 1561]
branch-heading: கீழமாயனூர் கிளை [879, 1443, 1037, 1464]
branch-heading: நத்தமேடு கிளை [890, 563, 1026, 584]
organizer-label: அமைப்பாளர் : [71, 974, 184, 988]
branch-heading: மேலமாயனூர் கிளை [1230, 537, 1405, 557]
organizer-para: அமைப்பாளர் : கோ.ஜீவா, 232, சின்னமநாயக்கன்பட்டி குடித் தெரு, பாலராஜபுரம், வீரராக்கியம், கிருஷ்ணராயபுரம், கரூர். [71, 719, 408, 770]
part-row [431, 1947, 768, 2002]
organizer-para: அமைப்பாளர் : ர.ஹரிஹரன், 276, காசா குடியிருப்பு – 2, மாயனூர், கிருஷ்ணராயபுரம், கரூர். [789, 1826, 1127, 1859]
part-text: த.சிவகுரு, சந்தைப்பேட்டை தெரு, மாயனூர், கிருஷ்ணராயபுரம், கரூர். [1259, 757, 1454, 790]
organizer-label: அமைப்பாளர் : [430, 217, 537, 232]
organizer-label: அமைப்பாளர் : [430, 1174, 548, 1189]
deputy-label: துணை அமைப்பாளர்கள் : [430, 261, 582, 276]
deputy-label: துணை அமைப்பாளர்கள் : [789, 1693, 973, 1708]
part-row [790, 1271, 1127, 1308]
deputy-para: துணை அமைப்பாளர்கள் : (1) கா.மதியழகன், காசா குடியிருப்பு – 1, மாயனூர், கிருஷ்ணராயபுரம், கரூர். (2) கு.ஞானேஷ், காசா குடியிருப்பு – 1, மாயனூர், கிருஷ்ணராயபுரம், கரூர். (3) ந.திலீப், 377, காசா குடியிருப்பு – 1, மாயனூர், கிருஷ்ணராயபுரம், கரூர். [789, 1693, 1127, 1781]
deputy-label: துணை அமைப்பாளர்கள் : [71, 781, 258, 796]
deputy-para: துணை அமைப்பாளர்கள் : (1) ப.அன்பரசன், மேலமாயனூர், கிருஷ்ணராயபுரம், கரூர். (2) மு.விமல், 181, மேலமாயனூர், கிருஷ்ணராயபுரம், கரூர். (3) ரா.சந்துரு, 1/109/சி–3, மேலமாயனூர், கிருஷ்ணராயபுரம், கரூர். [1149, 611, 1486, 680]
organizer-para: அமைப்பாளர் : ரா.சந்தோஷ், 1/109/சி–3, மேலமாயனூர், மாயனூர், கிருஷ்ணராயபுரம், கரூர். [1149, 567, 1486, 599]
continuation-para: ராயபுரம், கரூர். (3) கா.விக்னேஷ்வரன், சந்தைப்பேட்டை தெரு, மாயனூர், கிருஷ்ணராயபுரம், கரூர். [1149, 136, 1486, 169]
part-text: செ.சந்தோஷ், 63, அண்ணா நகர், ரெங்கநாதபுரம், வளையல்காரன்புதூர், கிருஷ்ணராயபுரம், கரூர். [540, 2127, 752, 2177]
branch-heading: மேட்டாங்கிணம் கிளை [862, 1075, 1054, 1096]
organizer-para: அமைப்பாளர் : பா.மணிமாறன், 420, கிளிஞ்சாநத்தம், மாயனூர், கிருஷ்ணராயபுரம், கரூர். [789, 2003, 1127, 2036]
deputy-para: துணை அமைப்பாளர்கள் : (1) ச.கார்த்திக், 13/1-பி, சின்னமநாயக்கன்பட்டி குடித் தெரு, பாலராஜபுரம், வீரராக்கியம், கிருஷ்ணராயபுரம், கரூர். (2) கி.சுஜித், சின்னமநாயக்கன்பட்டி குடித்தெரு, பாலராஜபுரம், வீரராக்கியம், கிருஷ்ணராயபுரம், கரூர். (3) சா.விக்னேஷ், 9-ஏ/1-பி, சின்னமநாயக்கன்பட்டி, பாலராஜபுரம், வீரராக்கியம், கிருஷ்ணராயபுரம், கரூர். [71, 781, 408, 906]
organizer-label: அமைப்பாளர் : [1149, 1900, 1253, 1914]
part-row [431, 2125, 768, 2179]
branch-heading: மணவாசி பி.ஆர்.குடியிருப்பு கிளை [811, 917, 1106, 938]
deputy-label: துணை அமைப்பாளர்கள் : [430, 1589, 594, 1604]
city-date: சென்னை 14.02.2026 [50, 50, 326, 81]
part-text: வே.விஜய், 171/8, வீராக்கியம் பாலராஜபுரம், வீரராக்கியம், கிருஷ்ணராயபுரம், கரூர். [181, 2354, 350, 2405]
organizer-label: அமைப்பாளர் : [789, 1649, 886, 1664]
deputy-para: துணை அமைப்பாளர்கள் : (1) கோ.தினேஷ், செல்வம் நகர், திருகாம்புலியூர், கிருஷ்ணராயபுரம், கரூர். (2) ச.தேவா, நடுத்தெரு, திருகாம்புலியூர், கிருஷ்ணராயபுரம், கரூர். (3) தி.மணிகண்டன், நடுத்தெரு, திருகாம்புலியூர், கிருஷ்ண ராயபுரம், கரூர். [1149, 1767, 1486, 1856]
part-number: பாகம் – 116 [1149, 716, 1217, 731]
organizer-label: அமைப்பாளர் : [1149, 2100, 1246, 2115]
part-text: மு.பழனிசாமி, 32, ஆதிதிராவிடர் குடியிருப்பு, கட்டளை, கிருஷ்ணராயபுரம், கரூர். [540, 2067, 725, 2118]
organizer-label: அமைப்பாளர் : [430, 589, 528, 603]
branch-heading: நத்தமேடு கிளை [531, 1143, 667, 1164]
part-colon: : [526, 2008, 530, 2023]
organizer-label: அமைப்பாளர் : [71, 1400, 186, 1415]
parts-header: பாக அமைப்பாளர்கள் : [886, 1248, 1030, 1263]
deputy-para: துணை அமைப்பாளர்கள் : (1) வெ.துரை மணிகண்டன், 6/75, மேட்டாங்கிணம், மணவாசி, கிருஷ்ணராயபுரம், கரூர். (2) க.சதீஷ்குமார், 6/82, மேட்டாங்கிணம், மணவாசி, கிருஷ்ணராயபுரம், கரூர். (3) மா.ராகுல், 6/67, மேட்டாங்கிணம், மணவாசி, கிருஷ்ணராயபுரம், கரூர். [789, 1150, 1127, 1237]
organizer-para: அமைப்பாளர் : மா.சசிகாந்த், 25–ஏ, காட்டூர் காந்தி நகர், திருக்காம்புலியூர், மாயனூர், கிருஷ்ணராயபுரம், கரூர். [1149, 1174, 1486, 1208]
panchayat-chip: ரங்கநாதபுரம் ஊராட்சி [501, 143, 698, 174]
deputy-label: துணை அமைப்பாளர்கள் : [789, 461, 945, 476]
